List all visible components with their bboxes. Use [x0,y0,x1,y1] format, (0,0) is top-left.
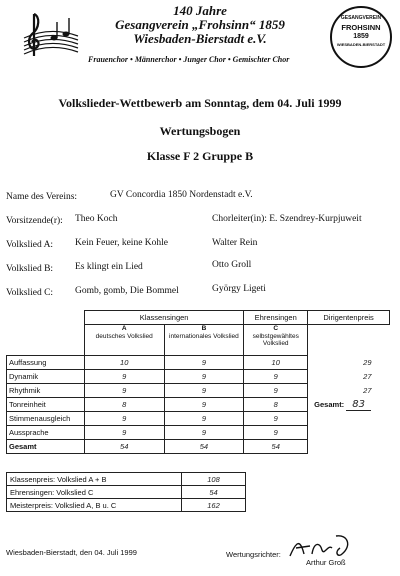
ehrensingen-header: Ehrensingen [244,311,308,325]
table-row [7,411,390,425]
table-row [7,499,246,512]
dirigent-gesamt-label: Gesamt: [314,399,345,409]
song-b-label: Volkslied B: [6,264,54,274]
song-a-composer: Walter Rein [212,238,258,248]
table-row [7,425,390,439]
anniversary-heading: 140 Jahre [173,3,227,18]
contest-title: Volkslieder-Wettbewerb am Sonntag, dem 04. Juli 1999 [58,96,342,110]
col-c-sub: selbstgewähltes Volkslied [252,332,299,347]
class-group-title: Klasse F 2 Gruppe B [146,149,254,163]
dirigentenpreis-header: Dirigentenpreis [308,311,390,325]
row-label: Gesamt [7,439,85,453]
score-c: 9 [244,425,308,439]
row-label: Aussprache [7,425,85,439]
song-a-title: Kein Feuer, keine Kohle [75,238,169,248]
score-b: 9 [164,397,244,411]
music-staff-logo-icon [20,8,82,60]
prize-label: Ehrensingen: Volkslied C [7,486,182,499]
sheet-title: Wertungsbogen [159,124,241,138]
song-c-title: Gomb, gomb, Die Bommel [75,286,179,296]
song-c-label: Volkslied C: [6,288,54,298]
table-row [7,439,390,453]
prize-table [6,472,246,512]
score-c: 9 [244,383,308,397]
score-c: 9 [244,369,308,383]
seal-mid-text: FROHSINN [341,23,381,32]
prize-value: 108 [182,473,246,486]
score-d: 29 [363,357,372,367]
score-c: 10 [244,355,308,369]
row-label: Rhythmik [7,383,85,397]
score-a: 9 [84,369,164,383]
prize-label: Meisterpreis: Volkslied A, B u. C [7,499,182,512]
score-a: 9 [84,383,164,397]
richter-label: Wertungsrichter: [226,550,281,559]
score-b: 54 [164,439,244,453]
score-a: 54 [84,439,164,453]
score-b: 9 [164,425,244,439]
footer-place-date: Wiesbaden-Bierstadt, den 04. Juli 1999 [6,548,137,557]
seal-top-text: GESANGVEREIN [340,15,382,21]
dirigent-gesamt [308,397,390,411]
table-row [7,397,390,411]
table-row [7,486,246,499]
table-row [7,369,390,383]
row-label: Tonreinheit [7,397,85,411]
song-a-label: Volkslied A: [6,240,54,250]
chorleiter-value: Chorleiter(in): E. Szendrey-Kurpjuweit [212,214,362,224]
seal-bottom-text: WIESBADEN-BIERSTADT [336,42,386,47]
song-c-composer: György Ligeti [212,284,266,294]
score-c: 8 [244,397,308,411]
row-label: Dynamik [7,369,85,383]
col-b-sub: internationales Volkslied [169,332,239,340]
table-row [7,383,390,397]
score-b: 9 [164,383,244,397]
club-place: Wiesbaden-Bierstadt e.V. [133,31,267,46]
col-c-letter: C [273,325,279,332]
seal-year-text: 1859 [353,33,369,40]
score-c: 9 [244,411,308,425]
score-d: 27 [363,371,372,381]
score-table [6,310,390,454]
club-name: Gesangverein „Frohsinn“ 1859 [115,17,285,32]
row-label: Stimmenausgleich [7,411,85,425]
prize-value: 54 [182,486,246,499]
song-b-composer: Otto Groll [212,260,252,270]
score-a: 8 [84,397,164,411]
prize-label: Klassenpreis: Volkslied A + B [7,473,182,486]
score-b: 9 [164,411,244,425]
vorsitz-label: Vorsitzende(r): [6,216,63,226]
row-label: Auffassung [7,355,85,369]
table-row [7,355,390,369]
score-b: 9 [164,355,244,369]
prize-value: 162 [182,499,246,512]
col-b-letter: B [201,325,207,332]
col-a-sub: deutsches Volkslied [95,332,153,340]
col-c-header [244,325,308,356]
score-d: 27 [363,385,372,395]
score-c: 54 [244,439,308,453]
klassensingen-header: Klassensingen [84,311,243,325]
richter-name: Arthur Groß [306,558,346,567]
club-seal [330,6,392,68]
table-row [7,473,246,486]
vorsitz-value: Theo Koch [75,214,118,224]
score-a: 9 [84,411,164,425]
score-b: 9 [164,369,244,383]
song-b-title: Es klingt ein Lied [75,262,143,272]
col-a-header [84,325,164,356]
verein-label: Name des Vereins: [6,192,78,202]
choir-list: Frauenchor • Männerchor • Junger Chor • Gemischter Chor [88,55,290,64]
verein-value: GV Concordia 1850 Nordenstadt e.V. [110,190,253,200]
dirigent-gesamt-value: 83 [346,399,371,411]
col-b-header [164,325,244,356]
score-a: 9 [84,425,164,439]
score-a: 10 [84,355,164,369]
col-a-letter: A [121,325,127,332]
